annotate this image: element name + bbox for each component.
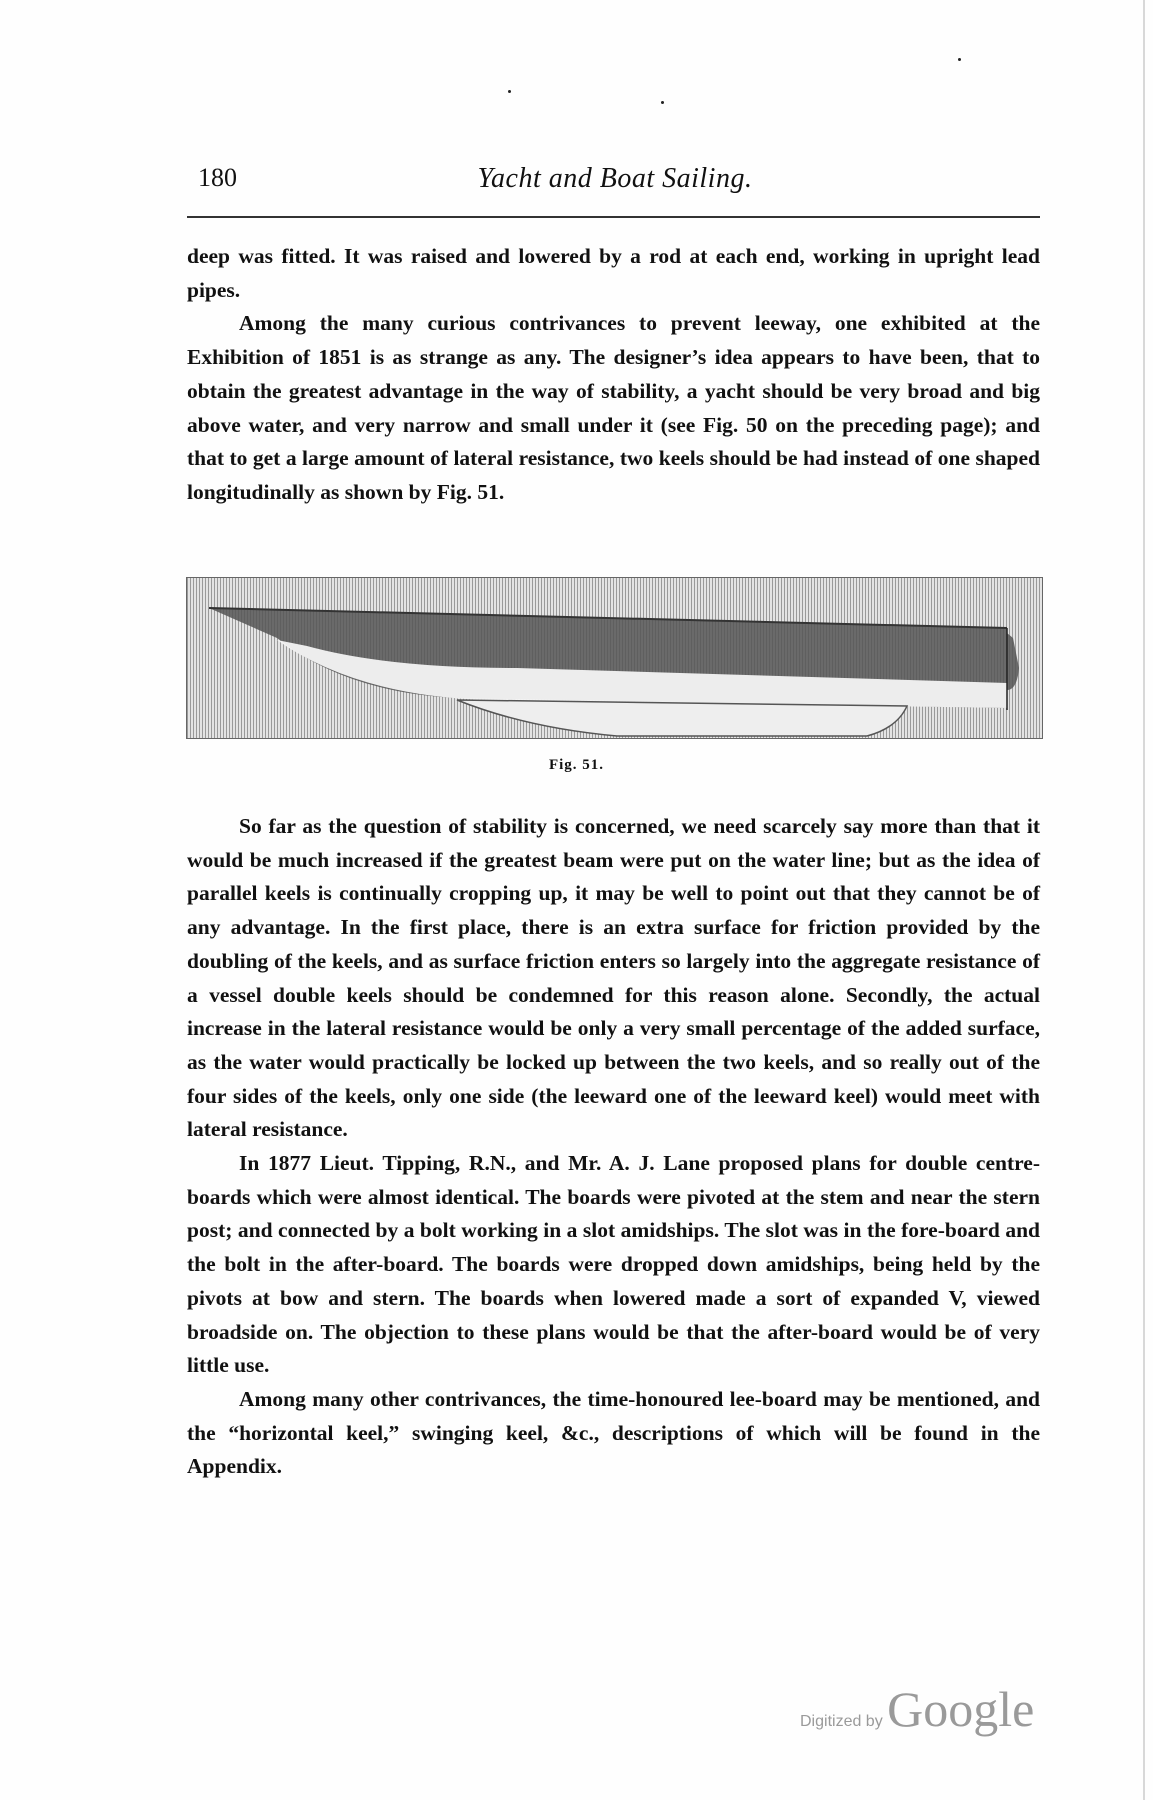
paragraph: Among many other contrivances, the time-honoured lee-board may be mentioned, and the “horizontal keel,” swinging keel, &c., descriptions of which will be found in the Appendix. [187, 1386, 1040, 1479]
scan-speck [958, 58, 961, 61]
google-logo: Google [887, 1681, 1035, 1737]
paragraph: deep was fitted. It was raised and lowered by a rod at each end, working in upright lead pipes. [187, 244, 1040, 302]
page-header [190, 163, 1040, 203]
page-edge [1143, 0, 1145, 1800]
text-block-bottom [187, 810, 1040, 1484]
page-number: 180 [198, 163, 237, 192]
paragraph: So far as the question of stability is concerned, we need scarcely say more than that it would be much increased if the greatest beam were put on the water line; but as the idea of parallel keels is continually cropping up, it may be well to point out that they cannot be of any advantage. In the first place, there is an extra surface for friction provided by the doubling of the keels, and as surface friction enters so largely into the aggregate resistance of a vessel double keels should be condemned for this reason alone. Secondly, the actual increase in the lateral resistance would be only a very small percentage of the added surface, as the water would practically be locked up between the two keels, and so really out of the four sides of the keels, only one side (the leeward one of the leeward keel) would meet with lateral resistance. [187, 814, 1040, 1142]
yacht-hull-illustration [187, 578, 1042, 738]
figure-caption: Fig. 51. [548, 757, 605, 773]
scan-speck [661, 101, 664, 104]
running-title: Yacht and Boat Sailing. [477, 163, 753, 194]
paragraph: In 1877 Lieut. Tipping, R.N., and Mr. A. J. Lane proposed plans for double centre-boards which were almost identical. The boards were pivoted at the stem and near the stern post; and connected by a bolt working in a slot amidships. The slot was in the fore-board and the bolt in the after-board. The boards were dropped down amidships, being held by the pivots at bow and stern. The boards when lowered made a sort of expanded V, viewed broadside on. The objection to these plans would be that the after-board would be of very little use. [187, 1151, 1040, 1378]
watermark-prefix: Digitized by [800, 1713, 883, 1730]
text-block-top [187, 240, 1040, 510]
figure-51-image [186, 577, 1043, 739]
google-watermark [800, 1680, 1034, 1738]
paragraph: Among the many curious contrivances to prevent leeway, one exhibited at the Exhibition of 1851 is as strange as any. The designer’s idea appears to have been, that to obtain the greatest advantage in the way of stability, a yacht should be very broad and big above water, and very narrow and small under it (see Fig. 50 on the preceding page); and that to get a large amount of lateral resistance, two keels should be had instead of one shaped longitudinally as shown by Fig. 51. [187, 311, 1040, 504]
header-rule [187, 216, 1040, 218]
scan-speck [508, 90, 511, 93]
